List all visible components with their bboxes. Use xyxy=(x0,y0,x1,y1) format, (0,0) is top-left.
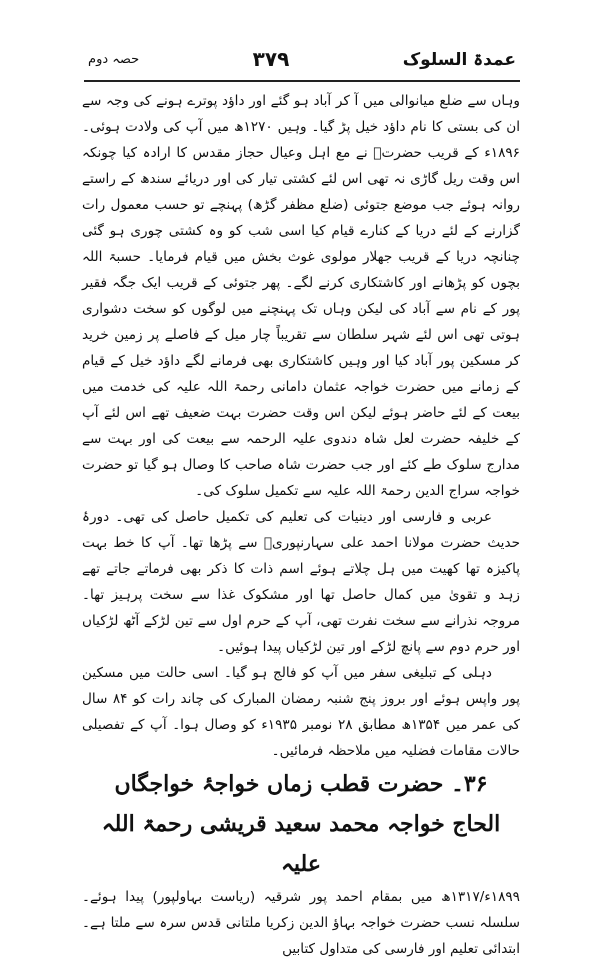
section-subheading: الحاج خواجہ محمد سعید قریشی رحمۃ اللہ علیہ xyxy=(101,811,501,877)
paragraph-2: عربی و فارسی اور دینیات کی تعلیم کی تکمیل حاصل کی تھی۔ دورۂ حدیث حضرت مولانا احمد علی سہارنپوریؒ سے پڑھا تھا۔ آپ کا خط بہت پاکیزہ تھا کھیت میں ہل چلاتے ہوئے اسم ذات کا ذکر بھی فرماتے جاتے تھے زہد و تقویٰ میں کمال حاصل تھا اور مشکوک غذا سے سخت پرہیز تھا۔ مروجہ نذرانے سے سخت نفرت تھی، آپ کے حرم اول سے تین لڑکے آٹھ لڑکیاں اور حرم دوم سے پانچ لڑکے اور تین لڑکیاں پیدا ہوئیں۔ xyxy=(82,509,520,655)
page-number: ۳۷۹ xyxy=(252,47,290,71)
page-body xyxy=(82,88,520,962)
header-rule xyxy=(84,80,520,82)
paragraph-1: وہاں سے ضلع میانوالی میں آ کر آباد ہو گئے اور داؤد پوترے ہونے کی وجہ سے ان کی بستی کا نام داؤد خیل پڑ گیا۔ وہیں ۱۲۷۰ھ میں آپ کی ولادت ہوئی۔ ۱۸۹۶ء کے قریب حضرتؒ نے مع اہل وعیال حجاز مقدس کا ارادہ کیا چونکہ اس وقت ریل گاڑی نہ تھی اس لئے کشتی تیار کی اور دریائے سندھ کے راستے روانہ ہوئے جب موضع جتوئی (ضلع مظفر گڑھ) پہنچے تو حسب معمول رات گزارنے کے لئے دریا کے کنارے قیام کیا اسی شب کو وہ کشتی چوری ہو گئی چنانچہ دریا کے قریب جھلار مولوی غوث بخش میں قیام فرمایا۔ حسبۃ اللہ بچوں کو پڑھانے اور کاشتکاری کرنے لگے۔ پھر جتوئی کے قریب ایک جگہ فقیر پور کے نام سے آباد کی لیکن وہاں تک پہنچنے میں لوگوں کو سخت دشواری ہوتی تھی اس لئے شہر سلطان سے تقریباً چار میل کے فاصلے پر زمین خرید کر مسکین پور آباد کیا اور وہیں کاشتکاری بھی فرمانے لگے داؤد خیل کے قیام کے زمانے میں حضرت خواجہ عثمان دامانی رحمۃ اللہ علیہ کی خدمت میں بیعت کے لئے حاضر ہوئے لیکن اس وقت حضرت بہت ضعیف تھے اس لئے آپ کے خلیفہ حضرت لعل شاہ دندوی علیہ الرحمہ سے بیعت کی اور بہت سے مدارج سلوک طے کئے اور جب حضرت شاہ صاحب کا وصال ہو گیا تو حضرت خواجہ سراج الدین رحمۃ اللہ علیہ سے تکمیل سلوک کی۔ xyxy=(82,93,520,499)
page-header xyxy=(88,42,516,76)
running-title: عمدۃ السلوک xyxy=(402,49,516,70)
closing-paragraph: ۱۸۹۹ء/۱۳۱۷ھ میں بمقام احمد پور شرقیہ (ریاست بہاولپور) پیدا ہوئے۔ سلسلہ نسب حضرت خواجہ بہاؤ الدین زکریا ملتانی قدس سرہ سے ملتا ہے۔ ابتدائی تعلیم اور فارسی کی متداول کتابیں xyxy=(82,889,520,957)
paragraph-3: دہلی کے تبلیغی سفر میں آپ کو فالج ہو گیا۔ اسی حالت میں مسکین پور واپس ہوئے اور بروز پنج شنبہ رمضان المبارک کی چاند رات کو ۸۴ سال کی عمر میں ۱۳۵۴ھ مطابق ۲۸ نومبر ۱۹۳۵ء کو وصال ہوا۔ آپ کے تفصیلی حالات مقامات فضلیہ میں ملاحظہ فرمائیں۔ xyxy=(82,665,521,759)
part-label: حصہ دوم xyxy=(88,51,140,67)
section-heading: ۳۶۔ حضرت قطب زماں خواجۂ خواجگاں xyxy=(114,771,488,797)
